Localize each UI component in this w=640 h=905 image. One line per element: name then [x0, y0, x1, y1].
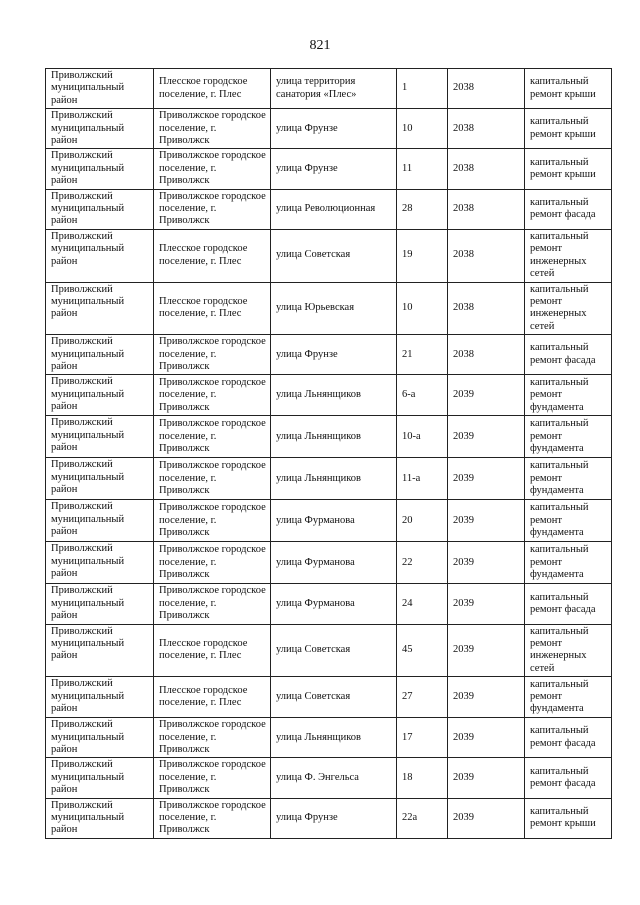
year-cell: 2039	[448, 458, 525, 500]
street-cell: улица Льнянщиков	[271, 375, 397, 416]
house-number-cell: 20	[397, 500, 448, 542]
year-cell: 2039	[448, 624, 525, 677]
house-number-cell: 22	[397, 542, 448, 584]
year-cell: 2039	[448, 758, 525, 798]
work-type-cell: капитальный ремонт крыши	[525, 69, 612, 109]
repair-schedule-table	[45, 68, 612, 839]
table-row	[46, 584, 612, 624]
house-number-cell: 10	[397, 109, 448, 149]
district-cell: Приволжский муниципальный район	[46, 758, 154, 798]
work-type-cell: капитальный ремонт крыши	[525, 109, 612, 149]
street-cell: улица Фрунзе	[271, 149, 397, 189]
table-row	[46, 416, 612, 458]
district-cell: Приволжский муниципальный район	[46, 335, 154, 375]
year-cell: 2039	[448, 718, 525, 758]
year-cell: 2039	[448, 542, 525, 584]
district-cell: Приволжский муниципальный район	[46, 416, 154, 458]
work-type-cell: капитальный ремонт крыши	[525, 798, 612, 838]
house-number-cell: 24	[397, 584, 448, 624]
table-row	[46, 189, 612, 229]
street-cell: улица Фурманова	[271, 584, 397, 624]
year-cell: 2038	[448, 282, 525, 335]
settlement-cell: Приволжское городское поселение, г. Приволжск	[154, 375, 271, 416]
house-number-cell: 17	[397, 718, 448, 758]
work-type-cell: капитальный ремонт фундамента	[525, 458, 612, 500]
page-number: 821	[309, 38, 331, 53]
work-type-cell: капитальный ремонт фасада	[525, 584, 612, 624]
house-number-cell: 28	[397, 189, 448, 229]
table-row	[46, 542, 612, 584]
year-cell: 2038	[448, 229, 525, 282]
settlement-cell: Приволжское городское поселение, г. Приволжск	[154, 500, 271, 542]
district-cell: Приволжский муниципальный район	[46, 69, 154, 109]
table-row	[46, 718, 612, 758]
year-cell: 2038	[448, 149, 525, 189]
district-cell: Приволжский муниципальный район	[46, 229, 154, 282]
year-cell: 2039	[448, 375, 525, 416]
street-cell: улица Советская	[271, 677, 397, 718]
settlement-cell: Приволжское городское поселение, г. Приволжск	[154, 109, 271, 149]
house-number-cell: 22а	[397, 798, 448, 838]
table-row	[46, 758, 612, 798]
table-row	[46, 798, 612, 838]
settlement-cell: Плесское городское поселение, г. Плес	[154, 624, 271, 677]
house-number-cell: 11-а	[397, 458, 448, 500]
street-cell: улица Советская	[271, 624, 397, 677]
house-number-cell: 6-а	[397, 375, 448, 416]
settlement-cell: Плесское городское поселение, г. Плес	[154, 229, 271, 282]
table-body	[46, 69, 612, 839]
year-cell: 2039	[448, 798, 525, 838]
settlement-cell: Приволжское городское поселение, г. Приволжск	[154, 584, 271, 624]
settlement-cell: Приволжское городское поселение, г. Приволжск	[154, 798, 271, 838]
house-number-cell: 19	[397, 229, 448, 282]
street-cell: улица Фурманова	[271, 500, 397, 542]
district-cell: Приволжский муниципальный район	[46, 458, 154, 500]
year-cell: 2039	[448, 500, 525, 542]
table-row	[46, 229, 612, 282]
house-number-cell: 45	[397, 624, 448, 677]
house-number-cell: 1	[397, 69, 448, 109]
year-cell: 2039	[448, 416, 525, 458]
work-type-cell: капитальный ремонт инженерных сетей	[525, 282, 612, 335]
street-cell: улица Фрунзе	[271, 798, 397, 838]
table-row	[46, 109, 612, 149]
work-type-cell: капитальный ремонт фасада	[525, 189, 612, 229]
district-cell: Приволжский муниципальный район	[46, 718, 154, 758]
table-row	[46, 458, 612, 500]
year-cell: 2038	[448, 69, 525, 109]
street-cell: улица Юрьевская	[271, 282, 397, 335]
house-number-cell: 21	[397, 335, 448, 375]
settlement-cell: Плесское городское поселение, г. Плес	[154, 677, 271, 718]
street-cell: улица Фрунзе	[271, 335, 397, 375]
work-type-cell: капитальный ремонт инженерных сетей	[525, 624, 612, 677]
street-cell: улица Революционная	[271, 189, 397, 229]
settlement-cell: Приволжское городское поселение, г. Приволжск	[154, 718, 271, 758]
street-cell: улица территория санатория «Плес»	[271, 69, 397, 109]
street-cell: улица Ф. Энгельса	[271, 758, 397, 798]
year-cell: 2038	[448, 109, 525, 149]
street-cell: улица Льнянщиков	[271, 718, 397, 758]
district-cell: Приволжский муниципальный район	[46, 584, 154, 624]
street-cell: улица Льнянщиков	[271, 458, 397, 500]
table-row	[46, 282, 612, 335]
street-cell: улица Советская	[271, 229, 397, 282]
work-type-cell: капитальный ремонт фундамента	[525, 375, 612, 416]
settlement-cell: Приволжское городское поселение, г. Приволжск	[154, 149, 271, 189]
district-cell: Приволжский муниципальный район	[46, 500, 154, 542]
work-type-cell: капитальный ремонт фасада	[525, 335, 612, 375]
table-row	[46, 149, 612, 189]
house-number-cell: 27	[397, 677, 448, 718]
house-number-cell: 10	[397, 282, 448, 335]
work-type-cell: капитальный ремонт фасада	[525, 718, 612, 758]
settlement-cell: Приволжское городское поселение, г. Приволжск	[154, 416, 271, 458]
settlement-cell: Приволжское городское поселение, г. Приволжск	[154, 458, 271, 500]
district-cell: Приволжский муниципальный район	[46, 375, 154, 416]
table-row	[46, 677, 612, 718]
settlement-cell: Приволжское городское поселение, г. Приволжск	[154, 189, 271, 229]
district-cell: Приволжский муниципальный район	[46, 282, 154, 335]
work-type-cell: капитальный ремонт фундамента	[525, 542, 612, 584]
table-row	[46, 375, 612, 416]
house-number-cell: 11	[397, 149, 448, 189]
district-cell: Приволжский муниципальный район	[46, 189, 154, 229]
street-cell: улица Фурманова	[271, 542, 397, 584]
year-cell: 2038	[448, 189, 525, 229]
work-type-cell: капитальный ремонт фундамента	[525, 500, 612, 542]
district-cell: Приволжский муниципальный район	[46, 542, 154, 584]
settlement-cell: Приволжское городское поселение, г. Приволжск	[154, 335, 271, 375]
work-type-cell: капитальный ремонт инженерных сетей	[525, 229, 612, 282]
settlement-cell: Плесское городское поселение, г. Плес	[154, 69, 271, 109]
table-row	[46, 69, 612, 109]
settlement-cell: Приволжское городское поселение, г. Приволжск	[154, 758, 271, 798]
table-row	[46, 335, 612, 375]
settlement-cell: Плесское городское поселение, г. Плес	[154, 282, 271, 335]
district-cell: Приволжский муниципальный район	[46, 677, 154, 718]
settlement-cell: Приволжское городское поселение, г. Приволжск	[154, 542, 271, 584]
work-type-cell: капитальный ремонт фундамента	[525, 416, 612, 458]
street-cell: улица Льнянщиков	[271, 416, 397, 458]
year-cell: 2039	[448, 584, 525, 624]
year-cell: 2038	[448, 335, 525, 375]
table-row	[46, 624, 612, 677]
district-cell: Приволжский муниципальный район	[46, 109, 154, 149]
work-type-cell: капитальный ремонт фундамента	[525, 677, 612, 718]
house-number-cell: 18	[397, 758, 448, 798]
district-cell: Приволжский муниципальный район	[46, 624, 154, 677]
district-cell: Приволжский муниципальный район	[46, 798, 154, 838]
district-cell: Приволжский муниципальный район	[46, 149, 154, 189]
table-row	[46, 500, 612, 542]
work-type-cell: капитальный ремонт фасада	[525, 758, 612, 798]
street-cell: улица Фрунзе	[271, 109, 397, 149]
house-number-cell: 10-а	[397, 416, 448, 458]
year-cell: 2039	[448, 677, 525, 718]
work-type-cell: капитальный ремонт крыши	[525, 149, 612, 189]
